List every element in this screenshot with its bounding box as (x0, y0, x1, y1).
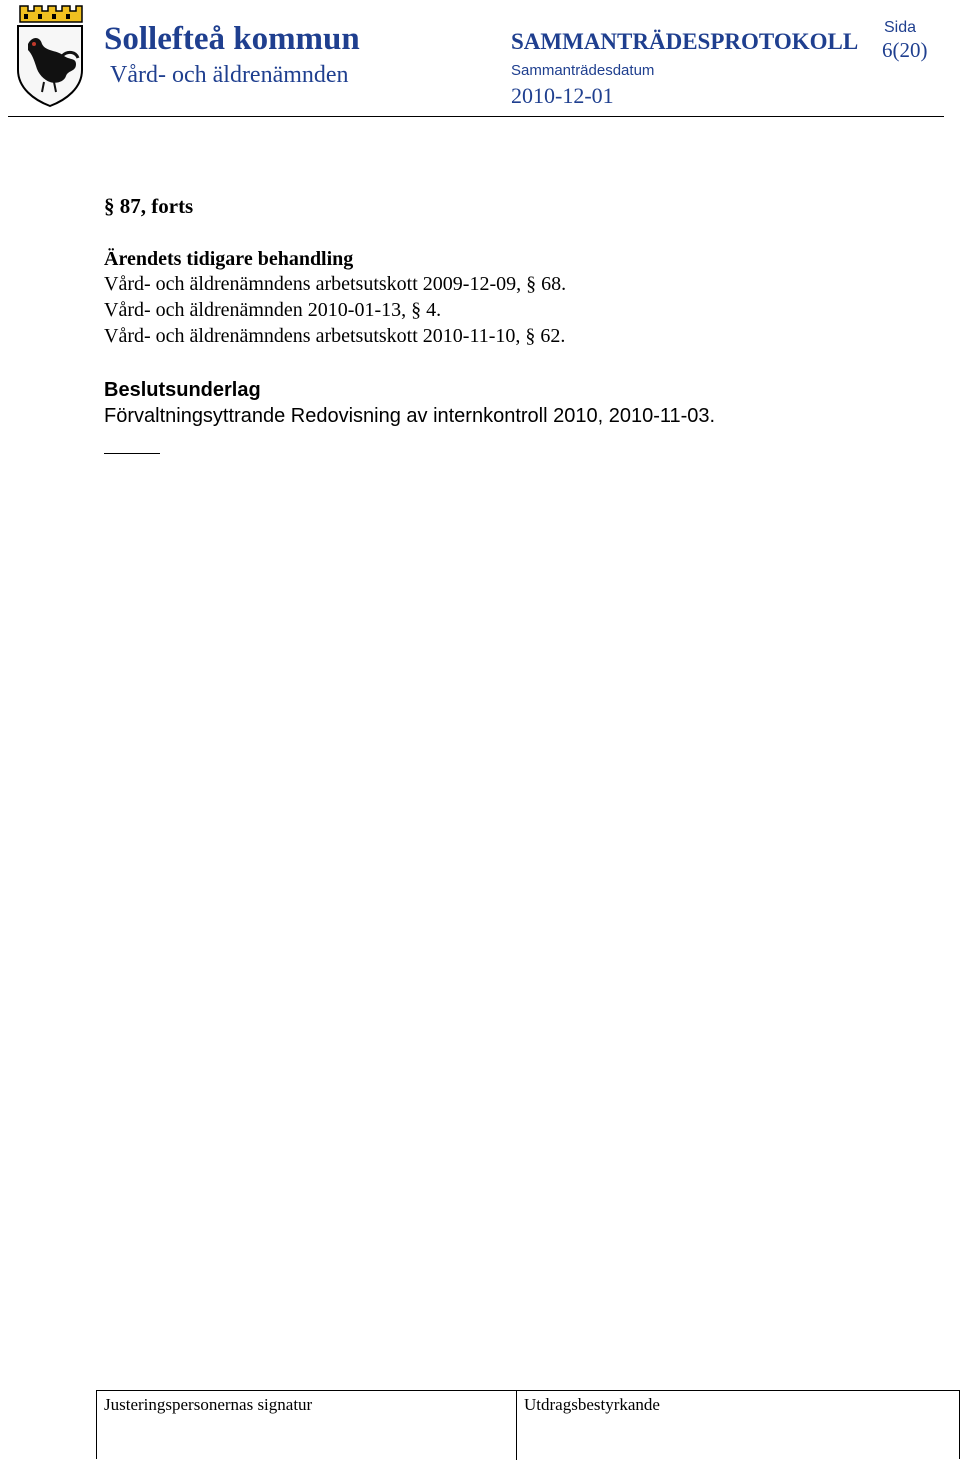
page-label: Sida (884, 19, 917, 36)
signature-label: Justeringspersonernas signatur (104, 1395, 313, 1414)
meeting-date-label: Sammanträdesdatum (511, 62, 655, 79)
header-divider (8, 116, 944, 117)
page-number: 6(20) (882, 38, 928, 62)
history-item: Vård- och äldrenämndens arbetsutskott 2010-11-10, § 62. (104, 325, 566, 347)
certification-label: Utdragsbestyrkande (524, 1395, 660, 1414)
signature-box-divider (516, 1390, 517, 1460)
basis-item: Förvaltningsyttrande Redovisning av internkontroll 2010, 2010-11-03. (104, 405, 716, 427)
paragraph-heading: § 87, forts (104, 194, 194, 218)
meeting-date-value: 2010-12-01 (511, 83, 614, 108)
history-heading: Ärendets tidigare behandling (104, 248, 354, 270)
basis-heading: Beslutsunderlag (104, 379, 261, 401)
history-item: Vård- och äldrenämnden 2010-01-13, § 4. (104, 299, 442, 321)
municipality-name: Sollefteå kommun (104, 21, 360, 57)
coat-of-arms-icon (14, 4, 86, 108)
history-list (104, 271, 566, 349)
end-of-section-rule (104, 453, 160, 454)
board-name: Vård- och äldrenämnden (110, 62, 349, 88)
document-type: SAMMANTRÄDESPROTOKOLL (511, 29, 859, 54)
history-item: Vård- och äldrenämndens arbetsutskott 2009-12-09, § 68. (104, 273, 567, 295)
